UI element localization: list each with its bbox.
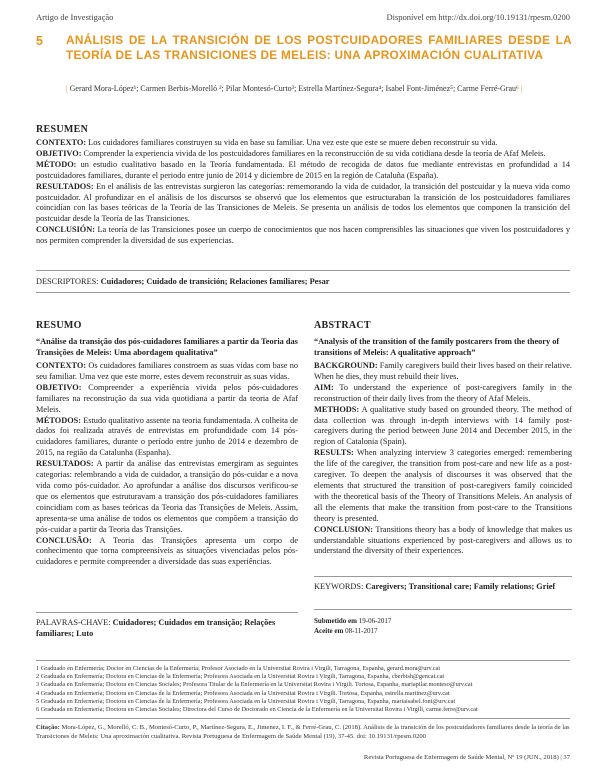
footnotes-divider bbox=[36, 660, 570, 661]
keywords-divider bbox=[314, 609, 572, 610]
resumen-divider bbox=[36, 270, 570, 271]
footnote-4: 4 Graduada en Enfermería; Doctora en Ciencias de la Enfermería; Profesora Asociada en la Universitat Rovira i Virgili. Tortosa, Espanha, estrella.martinez@urv.cat bbox=[36, 689, 450, 697]
abstract-keywords: KEYWORDS: Caregivers; Transitional care; Family relations; Grief bbox=[314, 582, 556, 591]
descriptors: DESCRIPTORES: Cuidadores; Cuidado de transición; Relaciones familiares; Pesar bbox=[36, 277, 330, 286]
article-number: 5 bbox=[36, 34, 43, 48]
resumo-body bbox=[36, 361, 298, 568]
author-bar-left: | bbox=[66, 84, 68, 93]
author-list bbox=[66, 84, 576, 93]
submitted-date: Submetido em 19-06-2017 bbox=[314, 617, 392, 625]
resumen-objective: OBJETIVO: Comprender la experiencia vivida de los postcuidadores familiares en la reconstrucción de su vida cotidiana desde la teoría de Afaf Meleis. bbox=[36, 148, 546, 158]
journal-footer: Revista Portuguesa de Enfermagem de Saúde Mental, Nº 19 (JUN., 2018) | 37 bbox=[363, 754, 570, 761]
resumen-heading: RESUMEN bbox=[36, 124, 89, 135]
authors-text: Gerard Mora-López¹; Carmen Berbis-Morelló ²; Pilar Montesó-Curto³; Estrella Martínez-Segura⁴; Isabel Font-Jiménez⁵; Carme Ferré-Grau⁶ bbox=[69, 84, 519, 93]
abstract-results: RESULTS: When analyzing interview 3 categories emerged: remembering the life of the caregiver, the transition from post-care and new life as a post-caregiver. To deepen the analysis of discourses it was observed that the elements that structured the transition of post-caregivers family coincided with the theoretical basis of the Theory of Transitions Meleis. An analysis of all the elements that make the transition from post-care to the Transitions theory is presented. bbox=[314, 448, 572, 523]
abstract-aim: AIM: To understand the experience of post-caregivers family in the reconstruction of their daily lives from the theory of Afaf Meleis. bbox=[314, 382, 572, 403]
abstract-title: “Analysis of the transition of the family postcarers from the theory of transitions of Meleis: A qualitative approach” bbox=[314, 337, 560, 357]
resumo-title: “Análise da transição dos pós-cuidadores familiares a partir da Teoria das Transições de Meleis: Uma abordagem qualitativa” bbox=[36, 337, 298, 357]
author-bar-right: | bbox=[520, 84, 523, 93]
abstract-body bbox=[314, 361, 572, 557]
accepted-date: Aceite em 08-11-2017 bbox=[314, 626, 378, 635]
running-header-left: Artigo de Investigação bbox=[36, 12, 114, 22]
resumo-objective: OBJETIVO: Compreender a experiência vivida pelos pós-cuidadores familiares na reconstrução da sua vida quotidiana a partir da teoria de Afaf Meleis. bbox=[36, 382, 298, 414]
article-title: ANÁLISIS DE LA TRANSICIÓN DE LOS POSTCUIDADORES FAMILIARES DESDE LA TEORÍA DE LAS TRANSICIONES DE MELEIS: UNA APROXIMACIÓN CUALITATIVA bbox=[66, 33, 572, 62]
abstract-divider bbox=[314, 576, 572, 577]
resumo-methods: MÉTODOS: Estudo qualitativo assente na teoria fundamentada. A colheita de dados foi realizada através de entrevistas em profundidade com 14 pós-cuidadores familiares, durante o período entre junho de 2014 e dezembro de 2015, na região da Catalunha (Espanha). bbox=[36, 415, 298, 458]
abstract-heading: ABSTRACT bbox=[314, 320, 371, 331]
descriptors-divider bbox=[36, 292, 570, 293]
resumen-conclusion: CONCLUSIÓN: La teoría de las Transiciones posee un cuerpo de conocimientos que nos hacen comprensibles las situaciones que viven los postcuidadores y nos permiten comprender la diversidad de sus experiencias. bbox=[36, 225, 570, 246]
citation-divider bbox=[36, 718, 570, 719]
footnote-6: 6 Graduada en Enfermería; Doctora en Ciencias Sociales; Directora del Curso de Doctorado en Ciencia de la Enfermería en la Universitat Rovira i Virgili, carme.ferre@urv.cat bbox=[36, 706, 478, 714]
footnote-2: 2 Graduada en Enfermería; Doctora en Ciencias de la Enfermería; Profesora Asociada en la Universitat Rovira i Virgili, Tarragona, Espanha, cberbish@gencat.cat bbox=[36, 673, 445, 681]
resumen-body bbox=[36, 138, 570, 247]
resumen-method: MÉTODO: un estudio cualitativo basado en la Teoría fundamentada. El método de recogida de datos fue mediante entrevistas en profundidad a 14 postcuidadores familiares, durante el periodo entre junio de 2014 y diciembre de 2015 en la región de Cataluña (España). bbox=[36, 159, 570, 180]
footnote-3: 3 Graduada en Enfermería; Doctora en Ciencias Sociales; Profesora Titular de la Enfermería en la Universitat Rovira i Virgili. Tortosa, Espanha, mariapilar.monteso@urv.cat bbox=[36, 681, 473, 689]
resumo-results: RESULTADOS: A partir da análise das entrevistas emergiram as seguintes categorias: relembrando a vida de cuidador, a transição do pós-cuidar e a nova vida como pós-cuidador. Ao aprofundar a análise dos discursos verificou-se que os elementos que estruturavam a transição dos pós-cuidadores familiares coincidiam com as bases teóricas da Teoria das Transições de Meleis. Assim, apresenta-se uma análise de todos os elementos que compõem a transição do pós-cuidar a partir da Teoria das Transições. bbox=[36, 459, 298, 534]
resumo-conclusion: CONCLUSÃO: A Teoria das Transições apresenta um corpo de conhecimento que torna compreensíveis as situações vivenciadas pelos pós-cuidadores e permite compreender a diversidade das suas experiências. bbox=[36, 535, 298, 567]
resumo-divider bbox=[36, 612, 298, 613]
abstract-conclusion: CONCLUSION: Transitions theory has a body of knowledge that makes us understandable situations experienced by post-caregivers and allows us to understand the diversity of their experiences. bbox=[314, 524, 572, 556]
footnote-5: 5 Graduada en Enfermería; Doctora en Ciencias de la Enfermería; Profesora Asociada en la Universitat Rovira i Virgili, Tarragona, Espanha, mariaisabel.font@urv.cat bbox=[36, 697, 456, 705]
resumo-keywords: PALAVRAS-CHAVE: Cuidadores; Cuidados em transição; Relações familiares; Luto bbox=[36, 618, 276, 638]
resumo-context: CONTEXTO: Os cuidadores familiares constroem as suas vidas com base no seu familiar. Uma vez que este morre, estes devem reconstruir as suas vidas. bbox=[36, 361, 298, 381]
running-header-doi: Disponível em http://dx.doi.org/10.19131/rpesm.0200 bbox=[386, 12, 570, 22]
resumen-context: CONTEXTO: Los cuidadores familiares construyen su vida en base su familiar. Una vez este que este se muere deben reconstruir su vida. bbox=[36, 138, 498, 147]
abstract-background: BACKGROUND: Family caregivers build their lives based on their relative. When he dies, they must rebuild their lives. bbox=[314, 361, 572, 381]
footnote-1: 1 Graduado en Enfermería; Doctor en Ciencias de la Enfermería; Profesor Asociado en la Universitat Rovira i Virgili, Tarragona, Espanha, gerard.mora@urv.cat bbox=[36, 665, 441, 672]
citation: Citação: Mora-López, G., Morelló, C. B., Montesó-Curto, P., Martínez-Segura, E., Jimenez, I. F., & Ferré-Grau, C. (2018). Análisis de la transición de los postcuidadores familiares desde la teoría de las Transiciones de Meleis: Una aproximación cualitativa. Revista Portuguesa de Enfermagem de Saúde Mental (19), 37-45. doi: 10.19131/rpesm.0200 bbox=[36, 724, 570, 740]
resumen-results: RESULTADOS: En el análisis de las entrevistas surgieron las categorías: rememorando la vida de cuidador, la transición del postcuidar y la nueva vida como postcuidador. Al profundizar en el análisis de los discursos se observó que los elementos que estructuraban la transición de los postcuidadores familiares coincidían con las bases teóricas de la Teoría de las Transiciones de Meleis. Se presenta un análisis de todos los elementos que componen la transición del postcuidar desde la Teoría de las Transiciones. bbox=[36, 181, 570, 224]
abstract-methods: METHODS: A qualitative study based on grounded theory. The method of data collection was through in-depth interviews with 14 family post-caregivers during the period between June 2014 and December 2015, in the region of Catalonia (Spain). bbox=[314, 404, 572, 447]
submission-dates bbox=[314, 617, 391, 636]
resumo-heading: RESUMO bbox=[36, 320, 82, 331]
footnotes bbox=[36, 665, 576, 714]
